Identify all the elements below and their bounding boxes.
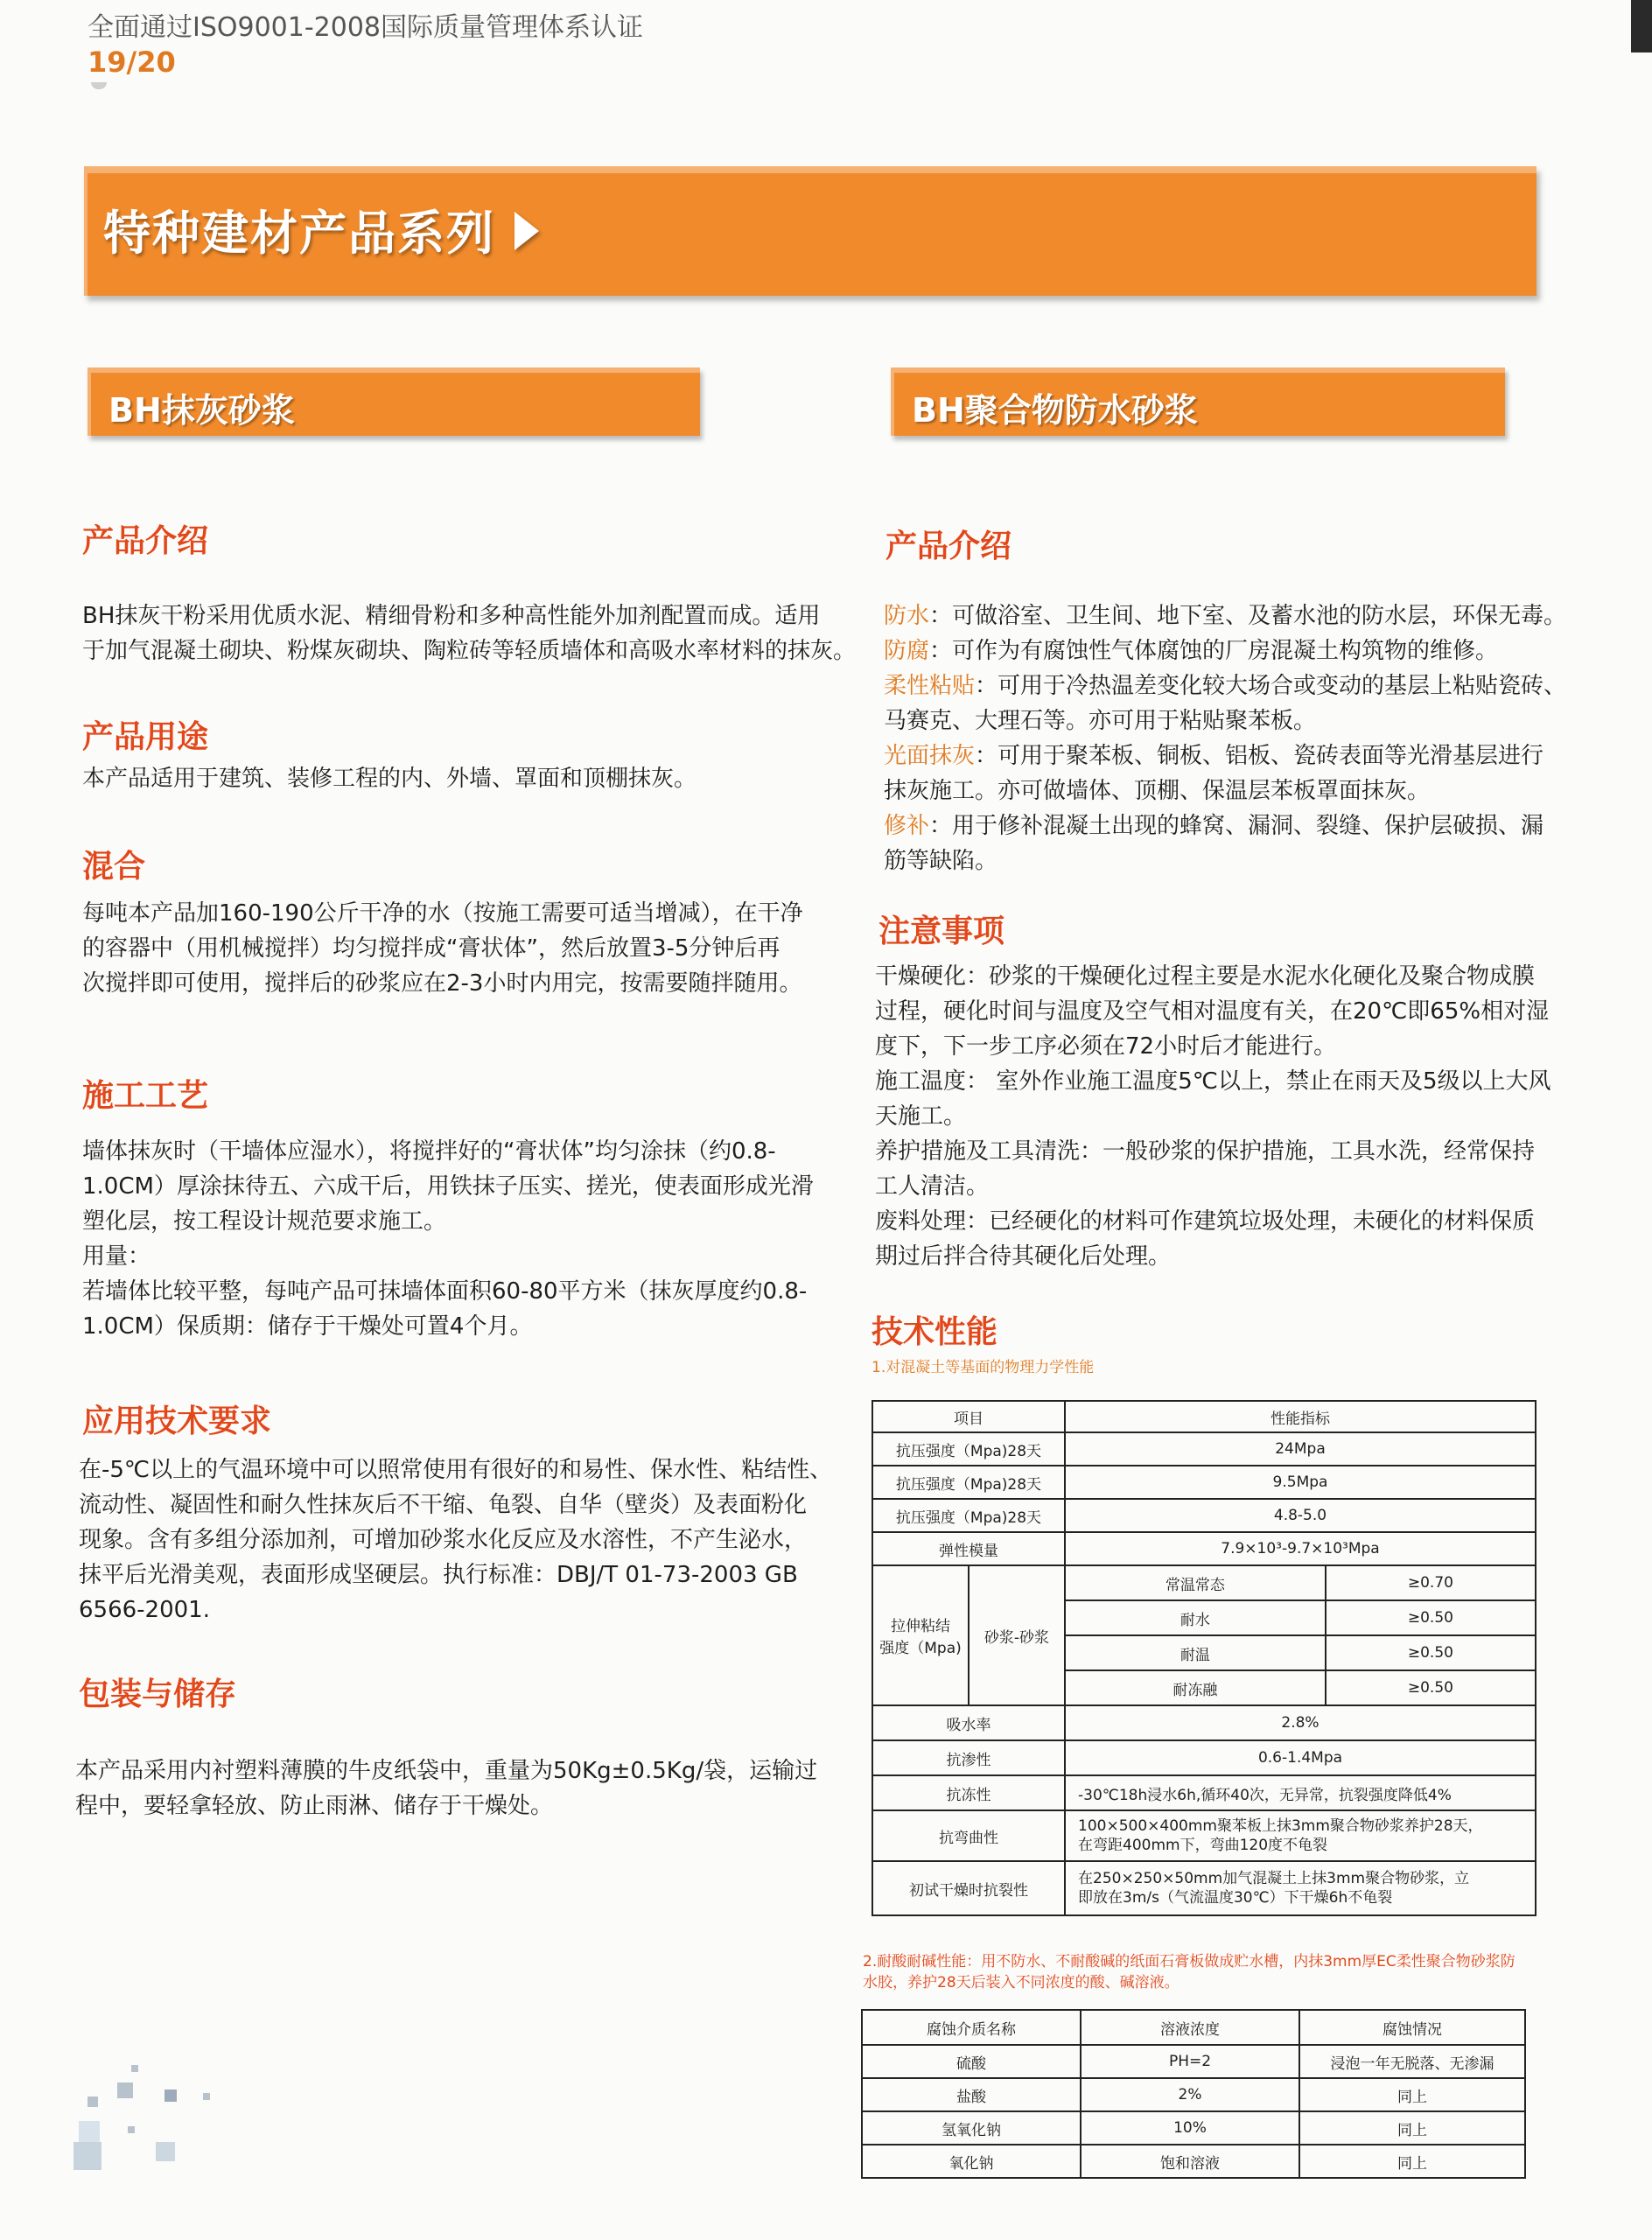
table-cell: 耐冻融 [1065, 1670, 1326, 1705]
decorative-square [79, 2121, 100, 2142]
product-banner-left [88, 368, 700, 436]
text-line: 马赛克、大理石等。亦可用于粘贴聚苯板。 [884, 708, 1317, 734]
table-row [872, 1861, 1536, 1915]
table-row [872, 1466, 1536, 1499]
decorative-square [117, 2082, 133, 2098]
table-header-cell: 溶液浓度 [1081, 2010, 1299, 2045]
table-cell: 抗压强度（Mpa)28天 [872, 1466, 1065, 1499]
decorative-square [156, 2142, 175, 2161]
list-item [884, 808, 1652, 878]
table-cell: 0.6-1.4Mpa [1065, 1740, 1536, 1775]
table-row [872, 1532, 1536, 1565]
section-banner [84, 166, 1536, 296]
item-label: 修补 [884, 813, 930, 839]
decorative-square [203, 2093, 210, 2100]
text-line: 的容器中（用机械搅拌）均匀搅拌成“膏状体”，然后放置3-5分钟后再 [82, 935, 780, 962]
table-cell: 100×500×400mm聚苯板上抹3mm聚合物砂浆养护28天， 在弯距400mm下，弯曲120度不龟裂 [1065, 1810, 1536, 1861]
item-label: 防腐 [884, 638, 930, 664]
text-line: 6566-2001. [79, 1597, 210, 1623]
decorative-square [131, 2065, 138, 2072]
text-line: 期过后拌合待其硬化后处理。 [875, 1243, 1172, 1270]
text-line: BH抹灰干粉采用优质水泥、精细骨粉和多种高性能外加剂配置而成。适用 [82, 603, 821, 629]
table-cell: ≥0.50 [1326, 1670, 1536, 1705]
text-line: 废料处理：已经硬化的材料可作建筑垃圾处理，未硬化的材料保质 [875, 1208, 1536, 1235]
text-line: 程中，要轻拿轻放、防止雨淋、储存于干燥处。 [75, 1793, 554, 1819]
left-pack-text [75, 1754, 880, 1824]
table-row [862, 2045, 1525, 2078]
text-line: 每吨本产品加160-190公斤干净的水（按施工需要可适当增减），在干净 [82, 900, 803, 927]
text-line: 度下，下一步工序必须在72小时后才能进行。 [875, 1033, 1337, 1060]
page-edge [1631, 0, 1652, 52]
text-line: 工人清洁。 [875, 1173, 990, 1200]
text-line: ：可用于聚苯板、铜板、铝板、瓷砖表面等光滑基层进行 [975, 743, 1544, 769]
page-number: 19/20 [88, 46, 176, 79]
text-line: 1.0CM）厚涂抹待五、六成干后，用铁抹子压实、搓光，使表面形成光滑 [82, 1173, 814, 1200]
table-cell: 24Mpa [1065, 1432, 1536, 1466]
product-title-left: BH抹灰砂浆 [108, 391, 295, 430]
table-row [872, 1740, 1536, 1775]
table-row [872, 1565, 1536, 1600]
left-use-heading: 产品用途 [82, 719, 209, 755]
left-intro-heading: 产品介绍 [82, 523, 209, 559]
table-cell: 盐酸 [862, 2078, 1081, 2111]
table-row [862, 2145, 1525, 2178]
table-cell: 吸水率 [872, 1705, 1065, 1740]
arrow-right-icon [514, 212, 539, 250]
text-line: 1.0CM）保质期：储存于干燥处可置4个月。 [82, 1313, 533, 1340]
right-intro-heading: 产品介绍 [886, 528, 1012, 564]
text-line: 抹灰施工。亦可做墙体、顶棚、保温层苯板罩面抹灰。 [884, 778, 1431, 804]
table-cell: 饱和溶液 [1081, 2145, 1299, 2178]
table-cell: 浸泡一年无脱落、无渗漏 [1299, 2045, 1525, 2078]
left-mix-heading: 混合 [82, 849, 146, 885]
list-item [884, 668, 1652, 738]
table-cell: 常温常态 [1065, 1565, 1326, 1600]
table-cell: ≥0.50 [1326, 1635, 1536, 1670]
text-line: ：可作为有腐蚀性气体腐蚀的厂房混凝土构筑物的维修。 [929, 638, 1499, 664]
table-cell: 硫酸 [862, 2045, 1081, 2078]
left-use-text: 本产品适用于建筑、装修工程的内、外墙、罩面和顶棚抹灰。 [82, 766, 697, 792]
text-line: 干燥硬化：砂浆的干燥硬化过程主要是水泥水化硬化及聚合物成膜 [875, 963, 1536, 990]
text-line: 天施工。 [875, 1103, 967, 1130]
right-intro-list [884, 598, 1652, 878]
item-label: 防水 [884, 603, 930, 629]
left-intro-text [82, 598, 870, 668]
left-req-text [79, 1452, 884, 1628]
table-cell: 2% [1081, 2078, 1299, 2111]
table-row [872, 1810, 1536, 1861]
text-line: 流动性、凝固性和耐久性抹灰后不干缩、龟裂、自华（壁炎）及表面粉化 [79, 1492, 808, 1518]
table-header-cell: 腐蚀情况 [1299, 2010, 1525, 2045]
text-line: 过程，硬化时间与温度及空气相对温度有关，在20℃即65%相对湿 [875, 998, 1550, 1025]
table-row [862, 2111, 1525, 2145]
table-cell: 抗冻性 [872, 1775, 1065, 1810]
left-process-heading: 施工工艺 [82, 1078, 209, 1114]
table-cell: 同上 [1299, 2145, 1525, 2178]
table2-caption: 2.耐酸耐碱性能：用不防水、不耐酸碱的纸面石膏板做成贮水槽，内抹3mm厚EC柔性聚合物砂浆防水胶，养护28天后装入不同浓度的酸、碱溶液。 [863, 1953, 1516, 1992]
table-cell: 弹性模量 [872, 1532, 1065, 1565]
table-cell: 10% [1081, 2111, 1299, 2145]
decorative-square [88, 2096, 98, 2107]
corrosion-table [861, 2009, 1526, 2179]
table-cell: 抗渗性 [872, 1740, 1065, 1775]
decorative-square [164, 2090, 177, 2102]
table-cell: 9.5Mpa [1065, 1466, 1536, 1499]
decorative-square [74, 2142, 102, 2170]
table-cell: 抗压强度（Mpa)28天 [872, 1432, 1065, 1466]
certification-text: 全面通过ISO9001-2008国际质量管理体系认证 [88, 12, 644, 43]
text-line: 抹平后光滑美观，表面形成坚硬层。执行标准：DBJ/T 01-73-2003 GB [79, 1562, 798, 1588]
table-row [872, 1705, 1536, 1740]
text-line: 若墙体比较平整，每吨产品可抹墙体面积60-80平方米（抹灰厚度约0.8- [82, 1278, 808, 1305]
table-cell: 抗压强度（Mpa)28天 [872, 1499, 1065, 1532]
performance-table [872, 1400, 1536, 1916]
table-header-cell: 腐蚀介质名称 [862, 2010, 1081, 2045]
right-notes-heading: 注意事项 [878, 914, 1005, 949]
table-cell: 在250×250×50mm加气混凝土上抹3mm聚合物砂浆，立 即放在3m/s（气流温度30℃）下干燥6h不龟裂 [1065, 1861, 1536, 1915]
table-cell: 砂浆-砂浆 [969, 1565, 1065, 1705]
product-title-right: BH聚合物防水砂浆 [912, 391, 1198, 430]
table-cell: 2.8% [1065, 1705, 1536, 1740]
table-cell: 氧化钠 [862, 2145, 1081, 2178]
left-mix-text [82, 896, 870, 1001]
table-cell: 初试干燥时抗裂性 [872, 1861, 1065, 1915]
decorative-square [128, 2126, 135, 2133]
right-notes-text [875, 959, 1645, 1274]
table-header-cell: 项目 [872, 1401, 1065, 1432]
text-line: 用量： [82, 1243, 151, 1270]
item-label: 光面抹灰 [884, 743, 976, 769]
table-cell: PH=2 [1081, 2045, 1299, 2078]
table-cell: 耐水 [1065, 1600, 1326, 1635]
text-line: 施工温度： 室外作业施工温度5℃以上，禁止在雨天及5级以上大风 [875, 1068, 1551, 1095]
table-cell: 耐温 [1065, 1635, 1326, 1670]
header-decoration [91, 82, 107, 89]
left-process-text [82, 1134, 870, 1344]
text-line: 在-5℃以上的气温环境中可以照常使用有很好的和易性、保水性、粘结性、 [79, 1457, 833, 1483]
text-line: 于加气混凝土砌块、粉煤灰砌块、陶粒砖等轻质墙体和高吸水率材料的抹灰。 [82, 638, 857, 664]
list-item [884, 738, 1652, 808]
table-row [872, 1499, 1536, 1532]
table-cell: 抗弯曲性 [872, 1810, 1065, 1861]
table-row [862, 2078, 1525, 2111]
text-line: 次搅拌即可使用，搅拌后的砂浆应在2-3小时内用完，按需要随拌随用。 [82, 970, 802, 997]
right-tech-heading: 技术性能 [872, 1314, 998, 1350]
table-cell: 同上 [1299, 2078, 1525, 2111]
table-cell: 氢氧化钠 [862, 2111, 1081, 2145]
table-row [872, 1432, 1536, 1466]
list-item [884, 634, 1652, 668]
table-cell: 4.8-5.0 [1065, 1499, 1536, 1532]
text-line: 墙体抹灰时（干墙体应湿水），将搅拌好的“膏状体”均匀涂抹（约0.8- [82, 1138, 776, 1165]
text-line: ：用于修补混凝土出现的蜂窝、漏洞、裂缝、保护层破损、漏 [929, 813, 1544, 839]
table-header-row [872, 1401, 1536, 1432]
text-line: 筋等缺陷。 [884, 848, 998, 874]
table-cell: 同上 [1299, 2111, 1525, 2145]
table-header-cell: 性能指标 [1065, 1401, 1536, 1432]
text-line: 养护措施及工具清洗：一般砂浆的保护措施，工具水洗，经常保持 [875, 1138, 1536, 1165]
list-item [884, 598, 1652, 634]
table-header-row [862, 2010, 1525, 2045]
table-cell: -30℃18h浸水6h,循环40次，无异常，抗裂强度降低4% [1065, 1775, 1536, 1810]
left-pack-heading: 包装与储存 [79, 1676, 237, 1712]
table-row [872, 1775, 1536, 1810]
table1-caption: 1.对混凝土等基面的物理力学性能 [872, 1359, 1095, 1376]
table-cell: ≥0.50 [1326, 1600, 1536, 1635]
table-cell: 7.9×10³-9.7×10³Mpa [1065, 1532, 1536, 1565]
text-line: 本产品采用内衬塑料薄膜的牛皮纸袋中，重量为50Kg±0.5Kg/袋，运输过 [75, 1758, 818, 1784]
text-line: ：可用于冷热温差变化较大场合或变动的基层上粘贴瓷砖、 [975, 673, 1567, 699]
item-label: 柔性粘贴 [884, 673, 976, 699]
product-banner-right [891, 368, 1505, 436]
left-req-heading: 应用技术要求 [82, 1404, 272, 1439]
text-line: 现象。含有多组分添加剂，可增加砂浆水化反应及水溶性，不产生泌水， [79, 1527, 808, 1553]
table-cell: ≥0.70 [1326, 1565, 1536, 1600]
text-line: ：可做浴室、卫生间、地下室、及蓄水池的防水层，环保无毒。 [929, 603, 1567, 629]
banner-title: 特种建材产品系列 [103, 206, 495, 261]
table-cell: 拉伸粘结 强度（Mpa) [872, 1565, 969, 1705]
text-line: 塑化层，按工程设计规范要求施工。 [82, 1208, 447, 1235]
